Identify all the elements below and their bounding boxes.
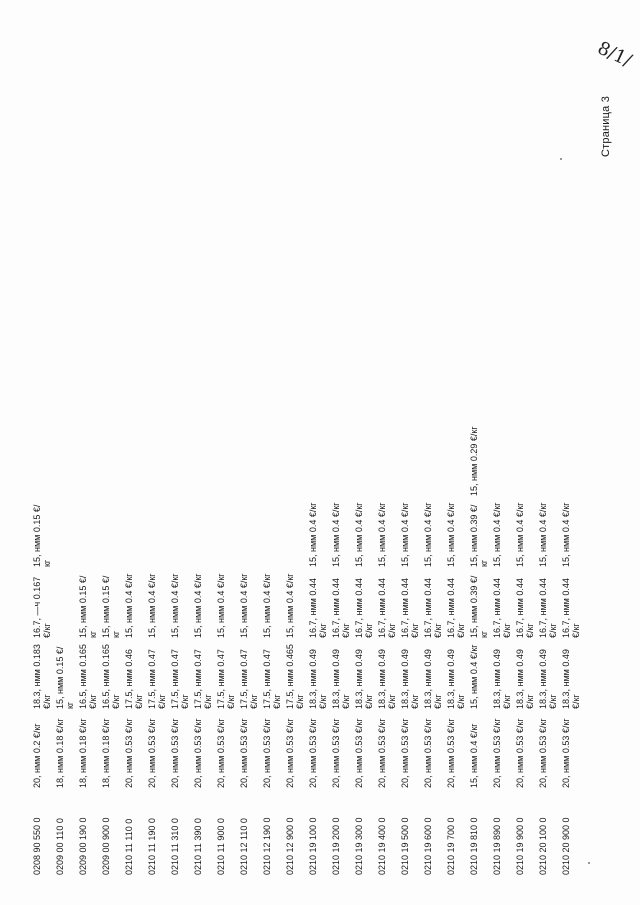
- rotated-content: [20, 20, 620, 885]
- rate-cell: 18.3, нмм 0.49 €/кг: [400, 649, 420, 709]
- rate-cell: 20, нмм 0.53 €/кг: [331, 718, 341, 788]
- tariff-code-cell: 0210 11 190 0: [147, 818, 157, 875]
- rate-cell: 15, нмм 0.4 €/кг: [515, 502, 525, 567]
- rate-cell: 15, нмм 0.39 €/кг: [469, 575, 489, 638]
- rate-cell: 16.5, нмм 0.165 €/кг: [101, 644, 121, 709]
- rate-cell: 20, нмм 0.53 €/кг: [423, 718, 433, 788]
- rate-cell: 15, нмм 0.4 €/кг: [262, 573, 272, 638]
- rate-cell: 15, нмм 0.4 €/кг: [354, 502, 364, 567]
- rate-cell: 18.3, нмм 0.49 €/кг: [308, 649, 328, 709]
- tariff-code-cell: 0210 19 700 0: [446, 817, 456, 875]
- rate-cell: 18, нмм 0.18 €/кг: [78, 718, 88, 788]
- rate-cell: 16.7, нмм 0.44 €/кг: [561, 578, 581, 638]
- rate-cell: [354, 419, 377, 496]
- rate-cell: 15, нмм 0.4 €/кг: [147, 573, 157, 638]
- rate-cell: 20, нмм 0.53 €/кг: [515, 718, 525, 788]
- rate-cell: [55, 419, 78, 496]
- tariff-code-cell: 0210 20 900 0: [561, 817, 571, 875]
- rate-cell: [492, 419, 515, 496]
- rate-cell: [170, 496, 193, 567]
- rate-cell: [262, 419, 285, 496]
- rate-cell: [308, 419, 331, 496]
- rate-cell: [423, 419, 446, 496]
- tariff-code-cell: 0210 19 100 0: [308, 817, 318, 875]
- rate-cell: 15, нмм 0.4 €/кг: [492, 502, 502, 567]
- tariff-code-cell: 0210 19 300 0: [354, 817, 364, 875]
- rate-cell: [285, 496, 308, 567]
- rate-cell: 15, нмм 0.4 €/кг: [400, 502, 410, 567]
- rate-cell: [239, 496, 262, 567]
- table-row: [354, 419, 377, 875]
- rate-cell: [193, 419, 216, 496]
- rate-cell: 16.7, нмм 0.44 €/кг: [400, 578, 420, 638]
- rate-cell: [400, 419, 423, 496]
- rate-cell: 15, нмм 0.4 €/кг: [170, 573, 180, 638]
- tariff-code-cell: 0210 19 600 0: [423, 817, 433, 875]
- page-footer: Страница 3: [600, 95, 612, 157]
- rate-cell: 20, нмм 0.2 €/кг: [32, 723, 42, 788]
- rate-cell: 15, нмм 0.39 €/кг: [469, 504, 489, 567]
- rate-cell: 15, нмм 0.15 €/кг: [32, 504, 52, 567]
- tariff-code-cell: 0209 00 900 0: [101, 817, 111, 875]
- table-row: [78, 419, 101, 875]
- rate-cell: 20, нмм 0.53 €/кг: [239, 718, 249, 788]
- rate-cell: 16.7, нмм 0.44 €/кг: [538, 578, 558, 638]
- tariff-code-cell: 0210 19 200 0: [331, 817, 341, 875]
- table-row: [170, 419, 193, 875]
- rate-cell: 20, нмм 0.53 €/кг: [561, 718, 571, 788]
- rate-cell: 17.5, нмм 0.47 €/кг: [170, 649, 190, 709]
- rate-cell: 20, нмм 0.53 €/кг: [308, 718, 318, 788]
- rate-cell: [561, 419, 584, 496]
- tariff-code-cell: 0209 00 110 0: [55, 818, 65, 875]
- rate-cell: [446, 419, 469, 496]
- table-row: [492, 419, 515, 875]
- rate-cell: 18, нмм 0.18 €/кг: [55, 718, 65, 788]
- tariff-code-cell: 0209 00 190 0: [78, 817, 88, 875]
- rate-cell: 15, нмм 0.4 €/кг: [377, 502, 387, 567]
- rate-cell: 18.3, нмм 0.183 €/кг: [32, 644, 52, 709]
- rate-cell: [101, 496, 124, 567]
- table-row: [561, 419, 584, 875]
- rate-cell: [216, 496, 239, 567]
- rate-cell: 18.3, нмм 0.49 €/кг: [423, 649, 443, 709]
- table-row: [285, 419, 308, 875]
- rate-cell: [331, 419, 354, 496]
- rate-cell: [55, 567, 78, 638]
- rate-cell: 18.3, нмм 0.49 €/кг: [492, 649, 512, 709]
- rate-cell: [124, 496, 147, 567]
- rate-cell: 15, нмм 0.4 €/кг: [216, 573, 226, 638]
- rate-cell: 17.5, нмм 0.47 €/кг: [147, 649, 167, 709]
- rate-cell: 18, нмм 0.18 €/кг: [101, 718, 111, 788]
- tariff-code-cell: 0208 90 550 0: [32, 817, 42, 875]
- rate-cell: [515, 419, 538, 496]
- rate-cell: 20, нмм 0.53 €/кг: [170, 718, 180, 788]
- rate-cell: 15, нмм 0.15 €/кг: [101, 575, 121, 638]
- rate-cell: 15, нмм 0.29 €/кг: [469, 426, 479, 496]
- rate-cell: 20, нмм 0.53 €/кг: [124, 718, 134, 788]
- rate-cell: 17.5, нмм 0.465 €/кг: [285, 644, 305, 709]
- rate-cell: 16.7, нмм 0.44 €/кг: [423, 578, 443, 638]
- rate-cell: 17.5, нмм 0.47 €/кг: [239, 649, 259, 709]
- rate-cell: 17.5, нмм 0.46 €/кг: [124, 649, 144, 709]
- rate-cell: 16.7, нмм 0.44 €/кг: [515, 578, 535, 638]
- table-row: [239, 419, 262, 875]
- tariff-code-cell: 0210 19 500 0: [400, 817, 410, 875]
- rate-cell: 15, нмм 0.4 €/кг: [538, 502, 548, 567]
- rate-cell: 15, нмм 0.4 €/кг: [193, 573, 203, 638]
- rate-cell: 15, нмм 0.4 €/кг: [469, 644, 479, 709]
- rate-cell: [377, 419, 400, 496]
- rate-cell: 20, нмм 0.53 €/кг: [262, 718, 272, 788]
- tariff-code-cell: 0210 19 900 0: [515, 817, 525, 875]
- table-row: [147, 419, 170, 875]
- tariff-code-cell: 0210 20 100 0: [538, 817, 548, 875]
- rate-cell: 15, нмм 0.4 €/кг: [423, 502, 433, 567]
- rate-cell: 16.7, нмм 0.44 €/кг: [492, 578, 512, 638]
- table-row: [469, 419, 492, 875]
- rate-cell: [101, 419, 124, 496]
- table-row: [193, 419, 216, 875]
- rate-cell: 15, нмм 0.4 €/кг: [331, 502, 341, 567]
- rate-cell: 16.7, нмм 0.44 €/кг: [308, 578, 328, 638]
- rate-cell: 20, нмм 0.53 €/кг: [193, 718, 203, 788]
- rate-cell: [262, 496, 285, 567]
- table-row: [308, 419, 331, 875]
- tariff-code-cell: 0210 12 900 0: [285, 817, 295, 875]
- handwritten-page-mark: 8/1/: [594, 37, 635, 72]
- rate-cell: [147, 419, 170, 496]
- rate-cell: 16.7, нмм 0.44 €/кг: [446, 578, 466, 638]
- tariff-code-cell: 0210 12 190 0: [262, 817, 272, 875]
- table-row: [32, 419, 55, 875]
- tariff-table-body: [32, 419, 584, 875]
- table-row: [515, 419, 538, 875]
- rate-cell: [124, 419, 147, 496]
- rate-cell: 20, нмм 0.53 €/кг: [492, 718, 502, 788]
- rate-cell: [147, 496, 170, 567]
- rate-cell: 18.3, нмм 0.49 €/кг: [354, 649, 374, 709]
- tariff-table: [32, 419, 584, 875]
- rate-cell: 20, нмм 0.53 €/кг: [354, 718, 364, 788]
- rate-cell: 16.7, нмм 0.44 €/кг: [377, 578, 397, 638]
- table-row: [331, 419, 354, 875]
- rate-cell: 17.5, нмм 0.47 €/кг: [262, 649, 282, 709]
- rate-cell: [538, 419, 561, 496]
- rate-cell: [216, 419, 239, 496]
- rate-cell: 20, нмм 0.53 €/кг: [400, 718, 410, 788]
- rate-cell: [239, 419, 262, 496]
- rate-cell: 16.7, —ч 0.167 €/кг: [32, 576, 52, 638]
- rate-cell: 15, нмм 0.15 €/кг: [55, 646, 75, 709]
- rate-cell: 18.3, нмм 0.49 €/кг: [538, 649, 558, 709]
- rate-cell: 20, нмм 0.53 €/кг: [377, 718, 387, 788]
- rate-cell: [78, 419, 101, 496]
- table-row: [262, 419, 285, 875]
- rate-cell: 20, нмм 0.53 €/кг: [216, 718, 226, 788]
- table-row: [377, 419, 400, 875]
- rate-cell: 15, нмм 0.4 €/кг: [446, 502, 456, 567]
- table-row: [400, 419, 423, 875]
- rate-cell: 17.5, нмм 0.47 €/кг: [216, 649, 236, 709]
- tariff-code-cell: 0210 19 890 0: [492, 817, 502, 875]
- rate-cell: [32, 419, 55, 496]
- rate-cell: 15, нмм 0.4 €/кг: [239, 573, 249, 638]
- table-row: [216, 419, 239, 875]
- rate-cell: [285, 419, 308, 496]
- tariff-code-cell: 0210 11 390 0: [193, 818, 203, 875]
- rate-cell: 15, нмм 0.4 €/кг: [308, 502, 318, 567]
- tariff-code-cell: 0210 11 110 0: [124, 818, 134, 875]
- rate-cell: [55, 496, 78, 567]
- tariff-code-cell: 0210 19 810 0: [469, 817, 479, 875]
- table-row: [538, 419, 561, 875]
- rate-cell: 20, нмм 0.53 €/кг: [147, 718, 157, 788]
- tariff-code-cell: 0210 19 400 0: [377, 817, 387, 875]
- rate-cell: 20, нмм 0.53 €/кг: [285, 718, 295, 788]
- tariff-code-cell: 0210 11 900 0: [216, 818, 226, 875]
- rate-cell: 18.3, нмм 0.49 €/кг: [446, 649, 466, 709]
- rate-cell: 15, нмм 0.4 €/кг: [469, 723, 479, 788]
- rate-cell: 15, нмм 0.4 €/кг: [285, 573, 295, 638]
- rate-cell: [193, 496, 216, 567]
- rate-cell: 20, нмм 0.53 €/кг: [446, 718, 456, 788]
- tariff-code-cell: 0210 12 110 0: [239, 818, 249, 875]
- table-row: [101, 419, 124, 875]
- rate-cell: 15, нмм 0.15 €/кг: [78, 575, 98, 638]
- rate-cell: 17.5, нмм 0.47 €/кг: [193, 649, 213, 709]
- rate-cell: 16.7, нмм 0.44 €/кг: [354, 578, 374, 638]
- rate-cell: 15, нмм 0.4 €/кг: [561, 502, 571, 567]
- rate-cell: 16.5, нмм 0.165 €/кг: [78, 644, 98, 709]
- table-row: [446, 419, 469, 875]
- rate-cell: 18.3, нмм 0.49 €/кг: [331, 649, 351, 709]
- rate-cell: 20, нмм 0.53 €/кг: [538, 718, 548, 788]
- table-row: [423, 419, 446, 875]
- rate-cell: [78, 496, 101, 567]
- rate-cell: [170, 419, 193, 496]
- table-row: [55, 419, 78, 875]
- tariff-code-cell: 0210 11 310 0: [170, 818, 180, 875]
- rate-cell: 18.3, нмм 0.49 €/кг: [561, 649, 581, 709]
- rate-cell: 15, нмм 0.4 €/кг: [124, 573, 134, 638]
- rate-cell: 18.3, нмм 0.49 €/кг: [377, 649, 397, 709]
- rate-cell: 18.3, нмм 0.49 €/кг: [515, 649, 535, 709]
- rate-cell: 16.7, нмм 0.44 €/кг: [331, 578, 351, 638]
- table-row: [124, 419, 147, 875]
